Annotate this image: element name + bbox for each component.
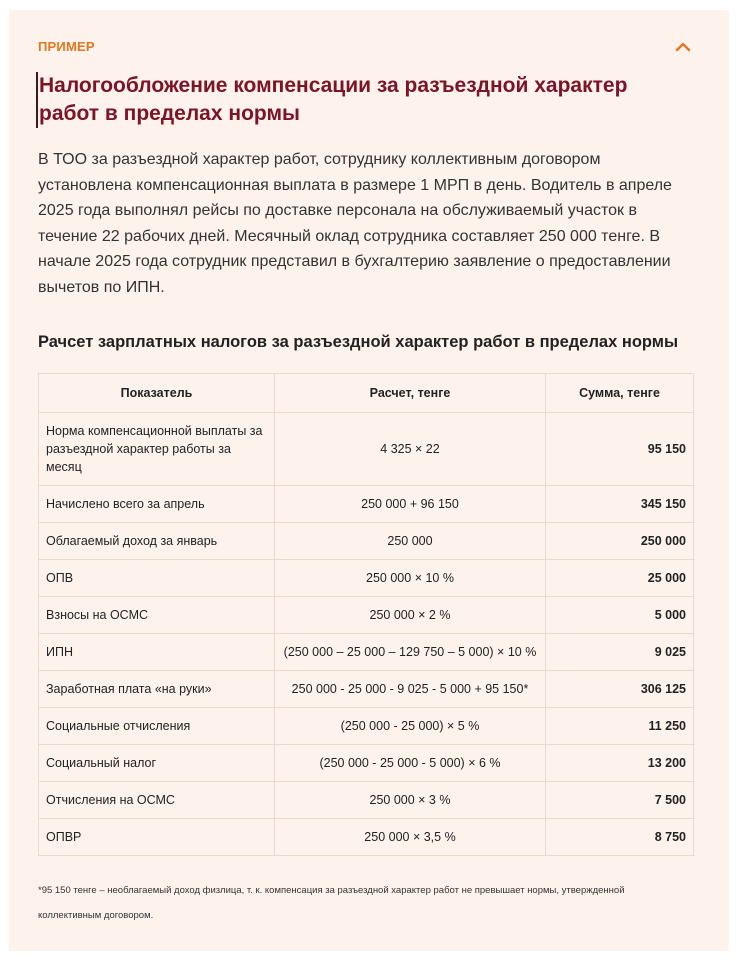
table-row <box>39 634 694 671</box>
table-header-row <box>39 374 694 413</box>
row-label: ОПВ <box>39 560 275 597</box>
table-row <box>39 413 694 486</box>
row-sum: 13 200 <box>546 745 694 782</box>
row-calc: 250 000 - 25 000 - 9 025 - 5 000 + 95 150* <box>275 671 546 708</box>
header-indicator: Показатель <box>39 374 275 413</box>
table-row <box>39 782 694 819</box>
row-label: Социальные отчисления <box>39 708 275 745</box>
tax-table <box>38 373 694 856</box>
table-row <box>39 523 694 560</box>
header-amount: Сумма, тенге <box>546 374 694 413</box>
row-sum: 7 500 <box>546 782 694 819</box>
row-label: Заработная плата «на руки» <box>39 671 275 708</box>
table-row <box>39 486 694 523</box>
row-calc: (250 000 – 25 000 – 129 750 – 5 000) × 10 % <box>275 634 546 671</box>
table-row <box>39 560 694 597</box>
row-sum: 9 025 <box>546 634 694 671</box>
row-sum: 345 150 <box>546 486 694 523</box>
row-label: ОПВР <box>39 819 275 856</box>
row-calc: 4 325 × 22 <box>275 413 546 486</box>
row-calc: 250 000 <box>275 523 546 560</box>
row-label: Начислено всего за апрель <box>39 486 275 523</box>
row-sum: 5 000 <box>546 597 694 634</box>
intro-paragraph: В ТОО за разъездной характер работ, сотруднику коллективным договором установлена компенсационная выплата в размере 1 МРП в день. Водитель в апреле 2025 года выполнял рейсы по доставке персонала на обслуживаемый участок в течение 22 рабочих дней. Месячный оклад сотрудника составляет 250 000 тенге. В начале 2025 года сотрудник представил в бухгалтерию заявление о предоставлении вычетов по ИПН. <box>38 151 672 296</box>
table-row <box>39 597 694 634</box>
card-title: Налогообложение компенсации за разъездной характер работ в пределах нормы <box>36 72 689 128</box>
row-sum: 11 250 <box>546 708 694 745</box>
row-label: ИПН <box>39 634 275 671</box>
row-sum: 95 150 <box>546 413 694 486</box>
row-sum: 8 750 <box>546 819 694 856</box>
row-calc: 250 000 × 3,5 % <box>275 819 546 856</box>
row-label: Социальный налог <box>39 745 275 782</box>
row-calc: 250 000 × 10 % <box>275 560 546 597</box>
table-title: Рачсет зарплатных налогов за разъездной характер работ в пределах нормы <box>38 333 679 351</box>
row-label: Норма компенсационной выплаты за разъездной характер работы за месяц <box>39 413 275 486</box>
example-tag: ПРИМЕР <box>38 39 95 54</box>
row-label: Отчисления на ОСМС <box>39 782 275 819</box>
row-sum: 25 000 <box>546 560 694 597</box>
row-calc: (250 000 - 25 000) × 5 % <box>275 708 546 745</box>
row-label: Облагаемый доход за январь <box>39 523 275 560</box>
row-calc: (250 000 - 25 000 - 5 000) × 6 % <box>275 745 546 782</box>
header-calculation: Расчет, тенге <box>275 374 546 413</box>
row-label: Взносы на ОСМС <box>39 597 275 634</box>
table-row <box>39 819 694 856</box>
row-sum: 306 125 <box>546 671 694 708</box>
row-calc: 250 000 × 3 % <box>275 782 546 819</box>
row-calc: 250 000 + 96 150 <box>275 486 546 523</box>
row-calc: 250 000 × 2 % <box>275 597 546 634</box>
table-row <box>39 671 694 708</box>
example-card <box>9 10 729 951</box>
table-row <box>39 745 694 782</box>
chevron-up-icon[interactable] <box>675 40 691 52</box>
footnote: *95 150 тенге – необлагаемый доход физлица, т. к. компенсация за разъездной характер работ не превышает нормы, утвержденной коллективным договором. <box>38 885 625 921</box>
table-row <box>39 708 694 745</box>
row-sum: 250 000 <box>546 523 694 560</box>
